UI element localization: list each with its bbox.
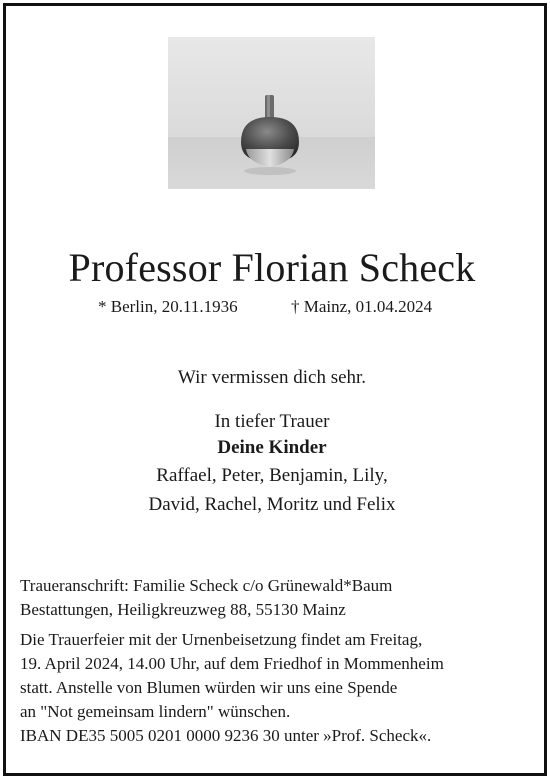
funeral-address — [20, 574, 392, 622]
mourners-names-1: Raffael, Peter, Benjamin, Lily, — [156, 465, 388, 486]
ceremony-line: IBAN DE35 5005 0201 0000 9236 30 unter »Prof. Scheck«. — [20, 726, 432, 745]
ceremony-line: Die Trauerfeier mit der Urnenbeisetzung findet am Freitag, — [20, 630, 423, 649]
address-line: Traueranschrift: Familie Scheck c/o Grünewald*Baum — [20, 576, 393, 595]
ceremony-line: 19. April 2024, 14.00 Uhr, auf dem Friedhof in Mommenheim — [20, 654, 444, 673]
ceremony-line: statt. Anstelle von Blumen würden wir uns eine Spende — [20, 678, 398, 697]
birth-date: * Berlin, 20.11.1936 — [98, 297, 238, 316]
ceremony-line: an "Not gemeinsam lindern" wünschen. — [20, 702, 291, 721]
mourners-names-2: David, Rachel, Moritz und Felix — [148, 494, 396, 515]
mourners-heading: Deine Kinder — [217, 437, 327, 458]
mourners-intro: In tiefer Trauer — [214, 411, 330, 432]
spinning-top-photo — [168, 37, 375, 189]
farewell-message: Wir vermissen dich sehr. — [177, 367, 367, 388]
ceremony-notice — [20, 628, 444, 748]
address-line: Bestattungen, Heiligkreuzweg 88, 55130 Mainz — [20, 600, 346, 619]
deceased-name: Professor Florian Scheck — [68, 245, 476, 290]
death-date: † Mainz, 01.04.2024 — [291, 297, 433, 316]
